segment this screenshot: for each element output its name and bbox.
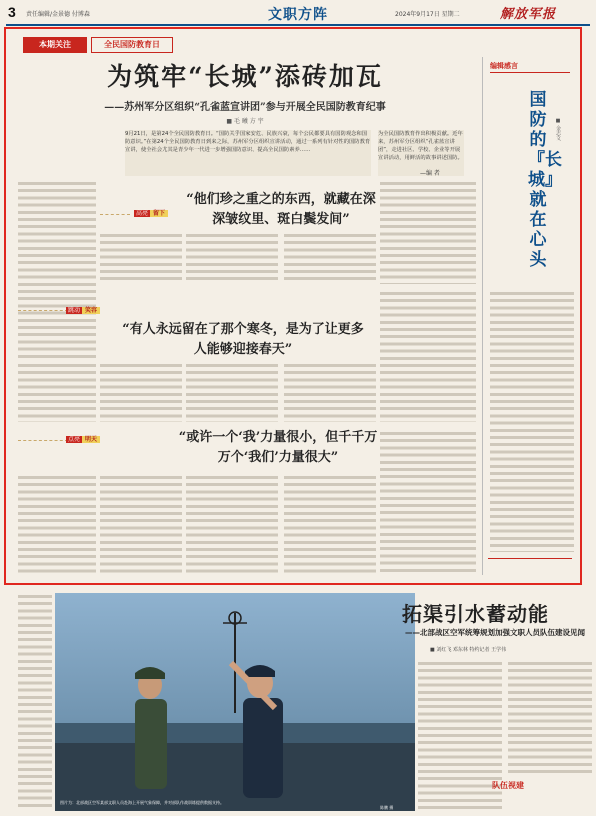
- sidebar-title: 国防的『长城』就在心头: [528, 90, 562, 270]
- pull-quote: “或许一个‘我’力量很小，但千千万万个‘我们’力量很大”: [178, 430, 378, 465]
- sidebar-author: ■ 金志文: [555, 118, 561, 141]
- body-column: [508, 660, 592, 774]
- pull-quote: “他们珍之重之的东西，就藏在深深皱纹里、斑白鬓发间”: [186, 192, 376, 227]
- body-column: [418, 660, 502, 810]
- topic-tag: 全民国防教育日: [91, 37, 173, 53]
- body-column: [284, 362, 376, 422]
- lead-signature: —编 者: [420, 170, 440, 177]
- article-lead: 9月21日，是第24个全民国防教育日。“国防关乎国家安危、民族兴衰，每个公民都要具有国防观念和国防意识。”在第24个全民国防教育日到来之际，苏州军分区组织宣讲活动，通过一系列有针对性的国防教育宣讲，使全社会尤其是青少年一代进一步增强国防意识、提高全民国防素养……: [125, 130, 371, 176]
- body-column: [18, 180, 96, 360]
- lower-byline: ■ 刘红飞 邓东林 特约记者 王学伟: [430, 647, 507, 653]
- sidebar-tag-rule: [490, 72, 570, 73]
- body-column: [100, 362, 182, 422]
- section-title: 文职方阵: [268, 7, 328, 23]
- column-tag: 本期关注: [23, 37, 87, 53]
- newspaper-logo: 解放军报: [500, 7, 557, 22]
- article-headline: 为筑牢“长城”添砖加瓦: [107, 62, 383, 91]
- article-lead-continued: 为全民国防教育作出积极贡献。近年来，苏州军分区组织“孔雀蓝宣讲团”，走进社区、学校、企业等开展宣讲活动，用鲜活的故事讲述国防。: [378, 130, 464, 176]
- section-kicker: 跳动: [68, 307, 81, 314]
- page-number: 3: [8, 4, 16, 20]
- sidebar-body: [490, 290, 574, 552]
- header-date: 2024年9月17日 星期二: [395, 11, 460, 18]
- body-column: [18, 474, 96, 574]
- section-tag: [130, 209, 172, 219]
- body-column: [380, 290, 476, 422]
- sidebar-tag: 编辑感言: [490, 62, 518, 70]
- lower-subheadline: ——北部战区空军统筹规划加强文职人员队伍建设见闻: [405, 628, 585, 637]
- article-byline: ■ 毛 曦 方 宇: [226, 118, 264, 125]
- photo-credit: 陈鹏 摄: [380, 805, 394, 810]
- body-column: [186, 232, 278, 284]
- article-photo: [55, 593, 415, 811]
- section-kicker: 高亮: [136, 210, 149, 217]
- article-subheadline: ——苏州军分区组织“孔雀蓝宣讲团”参与开展全民国防教育纪事: [104, 102, 386, 113]
- body-column: [100, 474, 182, 574]
- body-column: [18, 362, 96, 422]
- section-tag: [62, 435, 104, 445]
- divider: [100, 214, 130, 216]
- divider: [18, 440, 68, 442]
- section-tag: [62, 306, 104, 316]
- section-kicker: 点亮: [68, 436, 81, 443]
- photo-caption: 图片为：北部战区空军某部文职人员赴海上开展气象保障，并对部队作战训练提供数据支持。: [60, 800, 224, 805]
- header-rule: [6, 24, 590, 26]
- pull-quote: “有人永远留在了那个寒冬，是为了让更多人能够迎接春天”: [122, 322, 364, 357]
- body-column: [186, 474, 278, 574]
- body-column: [100, 232, 182, 284]
- column-logo: 队伍视建: [492, 781, 524, 790]
- header-editors: 责任编辑/金景德 付博森: [26, 11, 90, 18]
- section-label: 留下: [150, 210, 168, 217]
- body-column: [284, 474, 376, 574]
- section-label: 笑容: [82, 307, 100, 314]
- lower-headline: 拓渠引水蓄动能: [402, 602, 549, 626]
- body-column: [18, 593, 52, 811]
- sidebar-bottom-rule: [488, 558, 572, 559]
- body-column: [186, 362, 278, 422]
- divider: [18, 310, 68, 312]
- body-column: [380, 430, 476, 574]
- body-column: [380, 180, 476, 284]
- sidebar-divider: [482, 57, 483, 575]
- body-column: [284, 232, 376, 284]
- section-label: 明天: [82, 436, 100, 443]
